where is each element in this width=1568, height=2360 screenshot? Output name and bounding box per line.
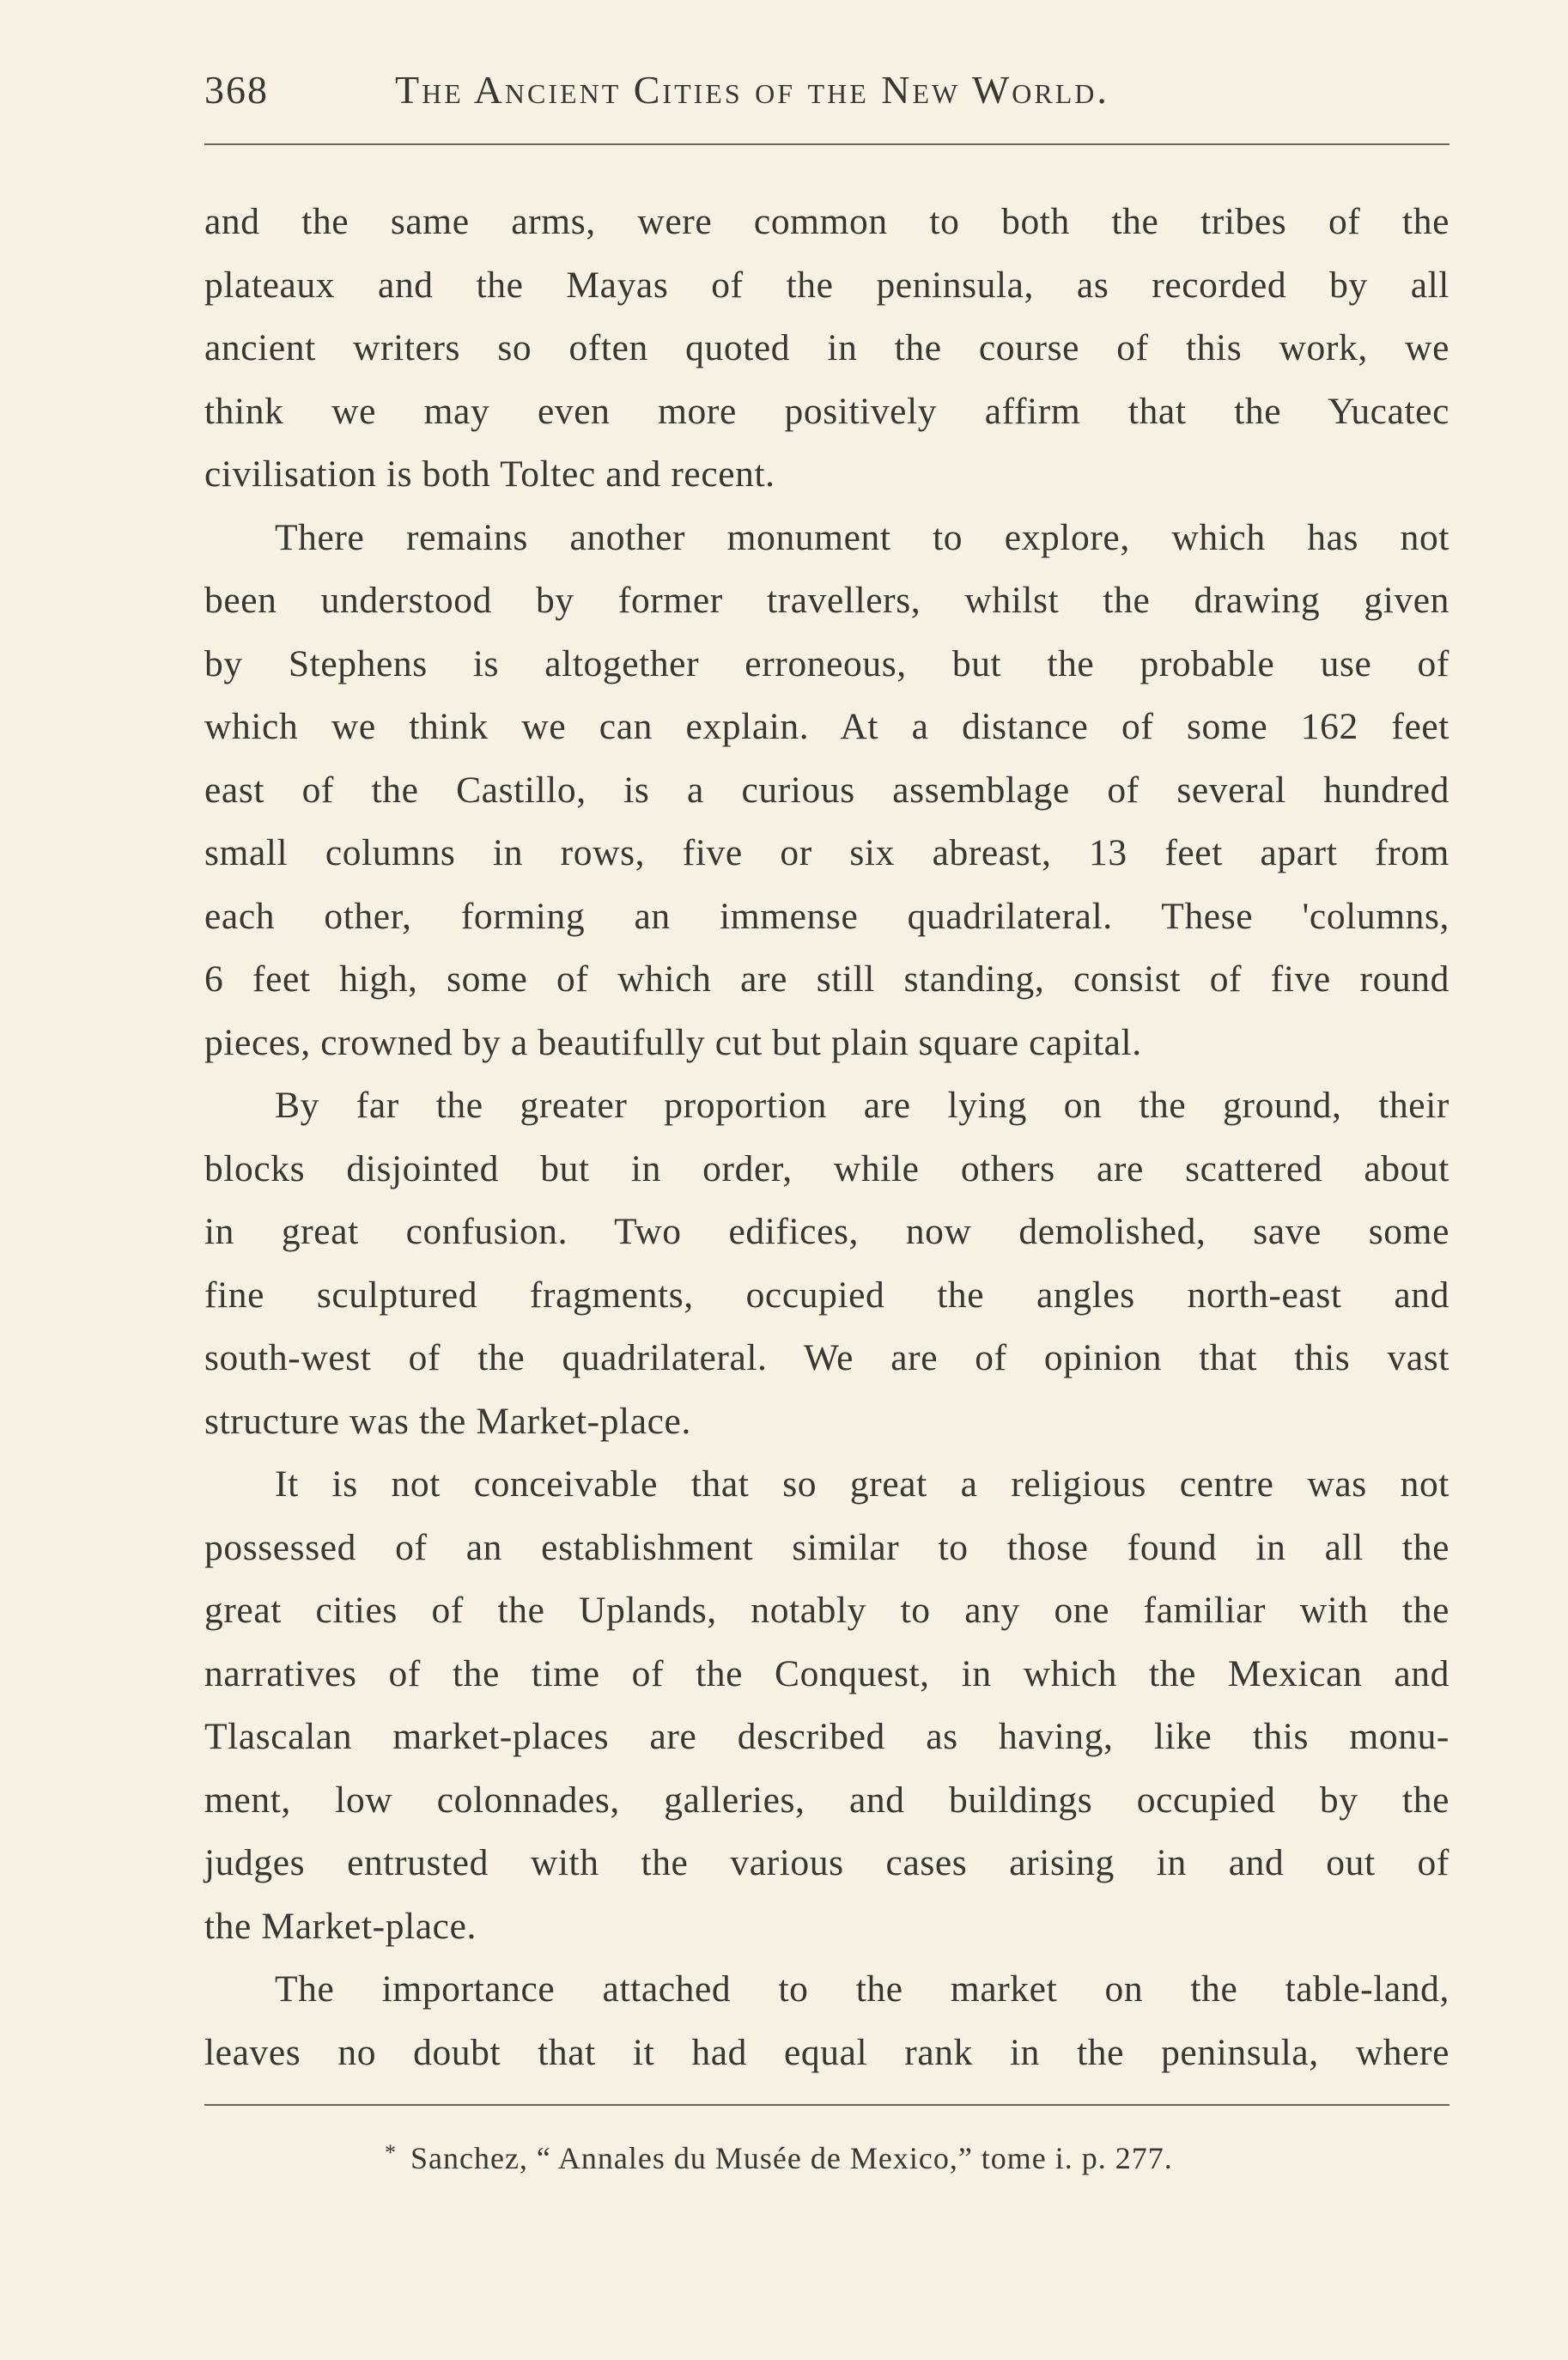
paragraph bbox=[204, 1958, 1449, 2084]
text-line: possessed of an establishment similar to those found in all the bbox=[204, 1526, 1449, 1568]
text-line: by Stephens is altogether erroneous, but the probable use of bbox=[204, 642, 1449, 684]
text-line: pieces, crowned by a beautifully cut but plain square capital. bbox=[204, 1021, 1142, 1063]
text-line: think we may even more positively affirm that the Yucatec bbox=[204, 390, 1449, 432]
running-head bbox=[204, 60, 1449, 129]
text-line: Tlascalan market-places are described as having, like this monu- bbox=[204, 1716, 1449, 1757]
text-line: The importance attached to the market on the table-land, bbox=[275, 1968, 1449, 2010]
text-line: and the same arms, were common to both the tribes of the bbox=[204, 201, 1449, 242]
text-line: narratives of the time of the Conquest, in which the Mexican and bbox=[204, 1652, 1449, 1694]
text-line: leaves no doubt that it had equal rank in the peninsula, where bbox=[204, 2031, 1449, 2073]
page-number: 368 bbox=[204, 68, 269, 112]
text-line: 6 feet high, some of which are still standing, consist of five round bbox=[204, 958, 1449, 1000]
text-line: By far the greater proportion are lying on the ground, their bbox=[275, 1085, 1449, 1126]
footnote-marker: * bbox=[385, 2140, 397, 2165]
header-rule bbox=[204, 143, 1449, 145]
footnote-rule bbox=[204, 2104, 1449, 2106]
text-line: structure was the Market-place. bbox=[204, 1400, 691, 1442]
text-line: It is not conceivable that so great a religious centre was not bbox=[275, 1463, 1449, 1505]
paragraph bbox=[204, 507, 1449, 1075]
text-line: the Market-place. bbox=[204, 1905, 477, 1947]
footnote-text: Sanchez, “ Annales du Musée de Mexico,” tome i. p. 277. bbox=[410, 2141, 1173, 2175]
paragraph bbox=[204, 1453, 1449, 1958]
text-line: in great confusion. Two edifices, now demolished, save some bbox=[204, 1211, 1449, 1252]
body-text bbox=[204, 191, 1449, 2084]
paragraph bbox=[204, 1074, 1449, 1453]
text-line: There remains another monument to explore, which has not bbox=[275, 516, 1449, 558]
text-line: been understood by former travellers, whilst the drawing given bbox=[204, 580, 1449, 621]
text-line: plateaux and the Mayas of the peninsula, as recorded by all bbox=[204, 264, 1449, 306]
text-line: each other, forming an immense quadrilateral. These 'columns, bbox=[204, 895, 1449, 937]
paragraph bbox=[204, 191, 1449, 507]
text-line: civilisation is both Toltec and recent. bbox=[204, 453, 775, 495]
text-line: which we think we can explain. At a distance of some 162 feet bbox=[204, 706, 1449, 747]
text-line: blocks disjointed but in order, while others are scattered about bbox=[204, 1147, 1449, 1189]
running-title: The Ancient Cities of the New World. bbox=[395, 68, 1109, 112]
text-line: ancient writers so often quoted in the course of this work, we bbox=[204, 327, 1449, 368]
text-line: ment, low colonnades, galleries, and buildings occupied by the bbox=[204, 1779, 1449, 1821]
text-line: fine sculptured fragments, occupied the angles north-east and bbox=[204, 1274, 1449, 1316]
text-line: great cities of the Uplands, notably to any one familiar with the bbox=[204, 1590, 1449, 1631]
text-line: east of the Castillo, is a curious assemblage of several hundred bbox=[204, 769, 1449, 811]
text-line: south-west of the quadrilateral. We are of opinion that this vast bbox=[204, 1337, 1449, 1378]
footnote bbox=[385, 2140, 1173, 2176]
text-line: small columns in rows, five or six abreast, 13 feet apart from bbox=[204, 832, 1449, 873]
text-line: judges entrusted with the various cases arising in and out of bbox=[204, 1842, 1449, 1883]
